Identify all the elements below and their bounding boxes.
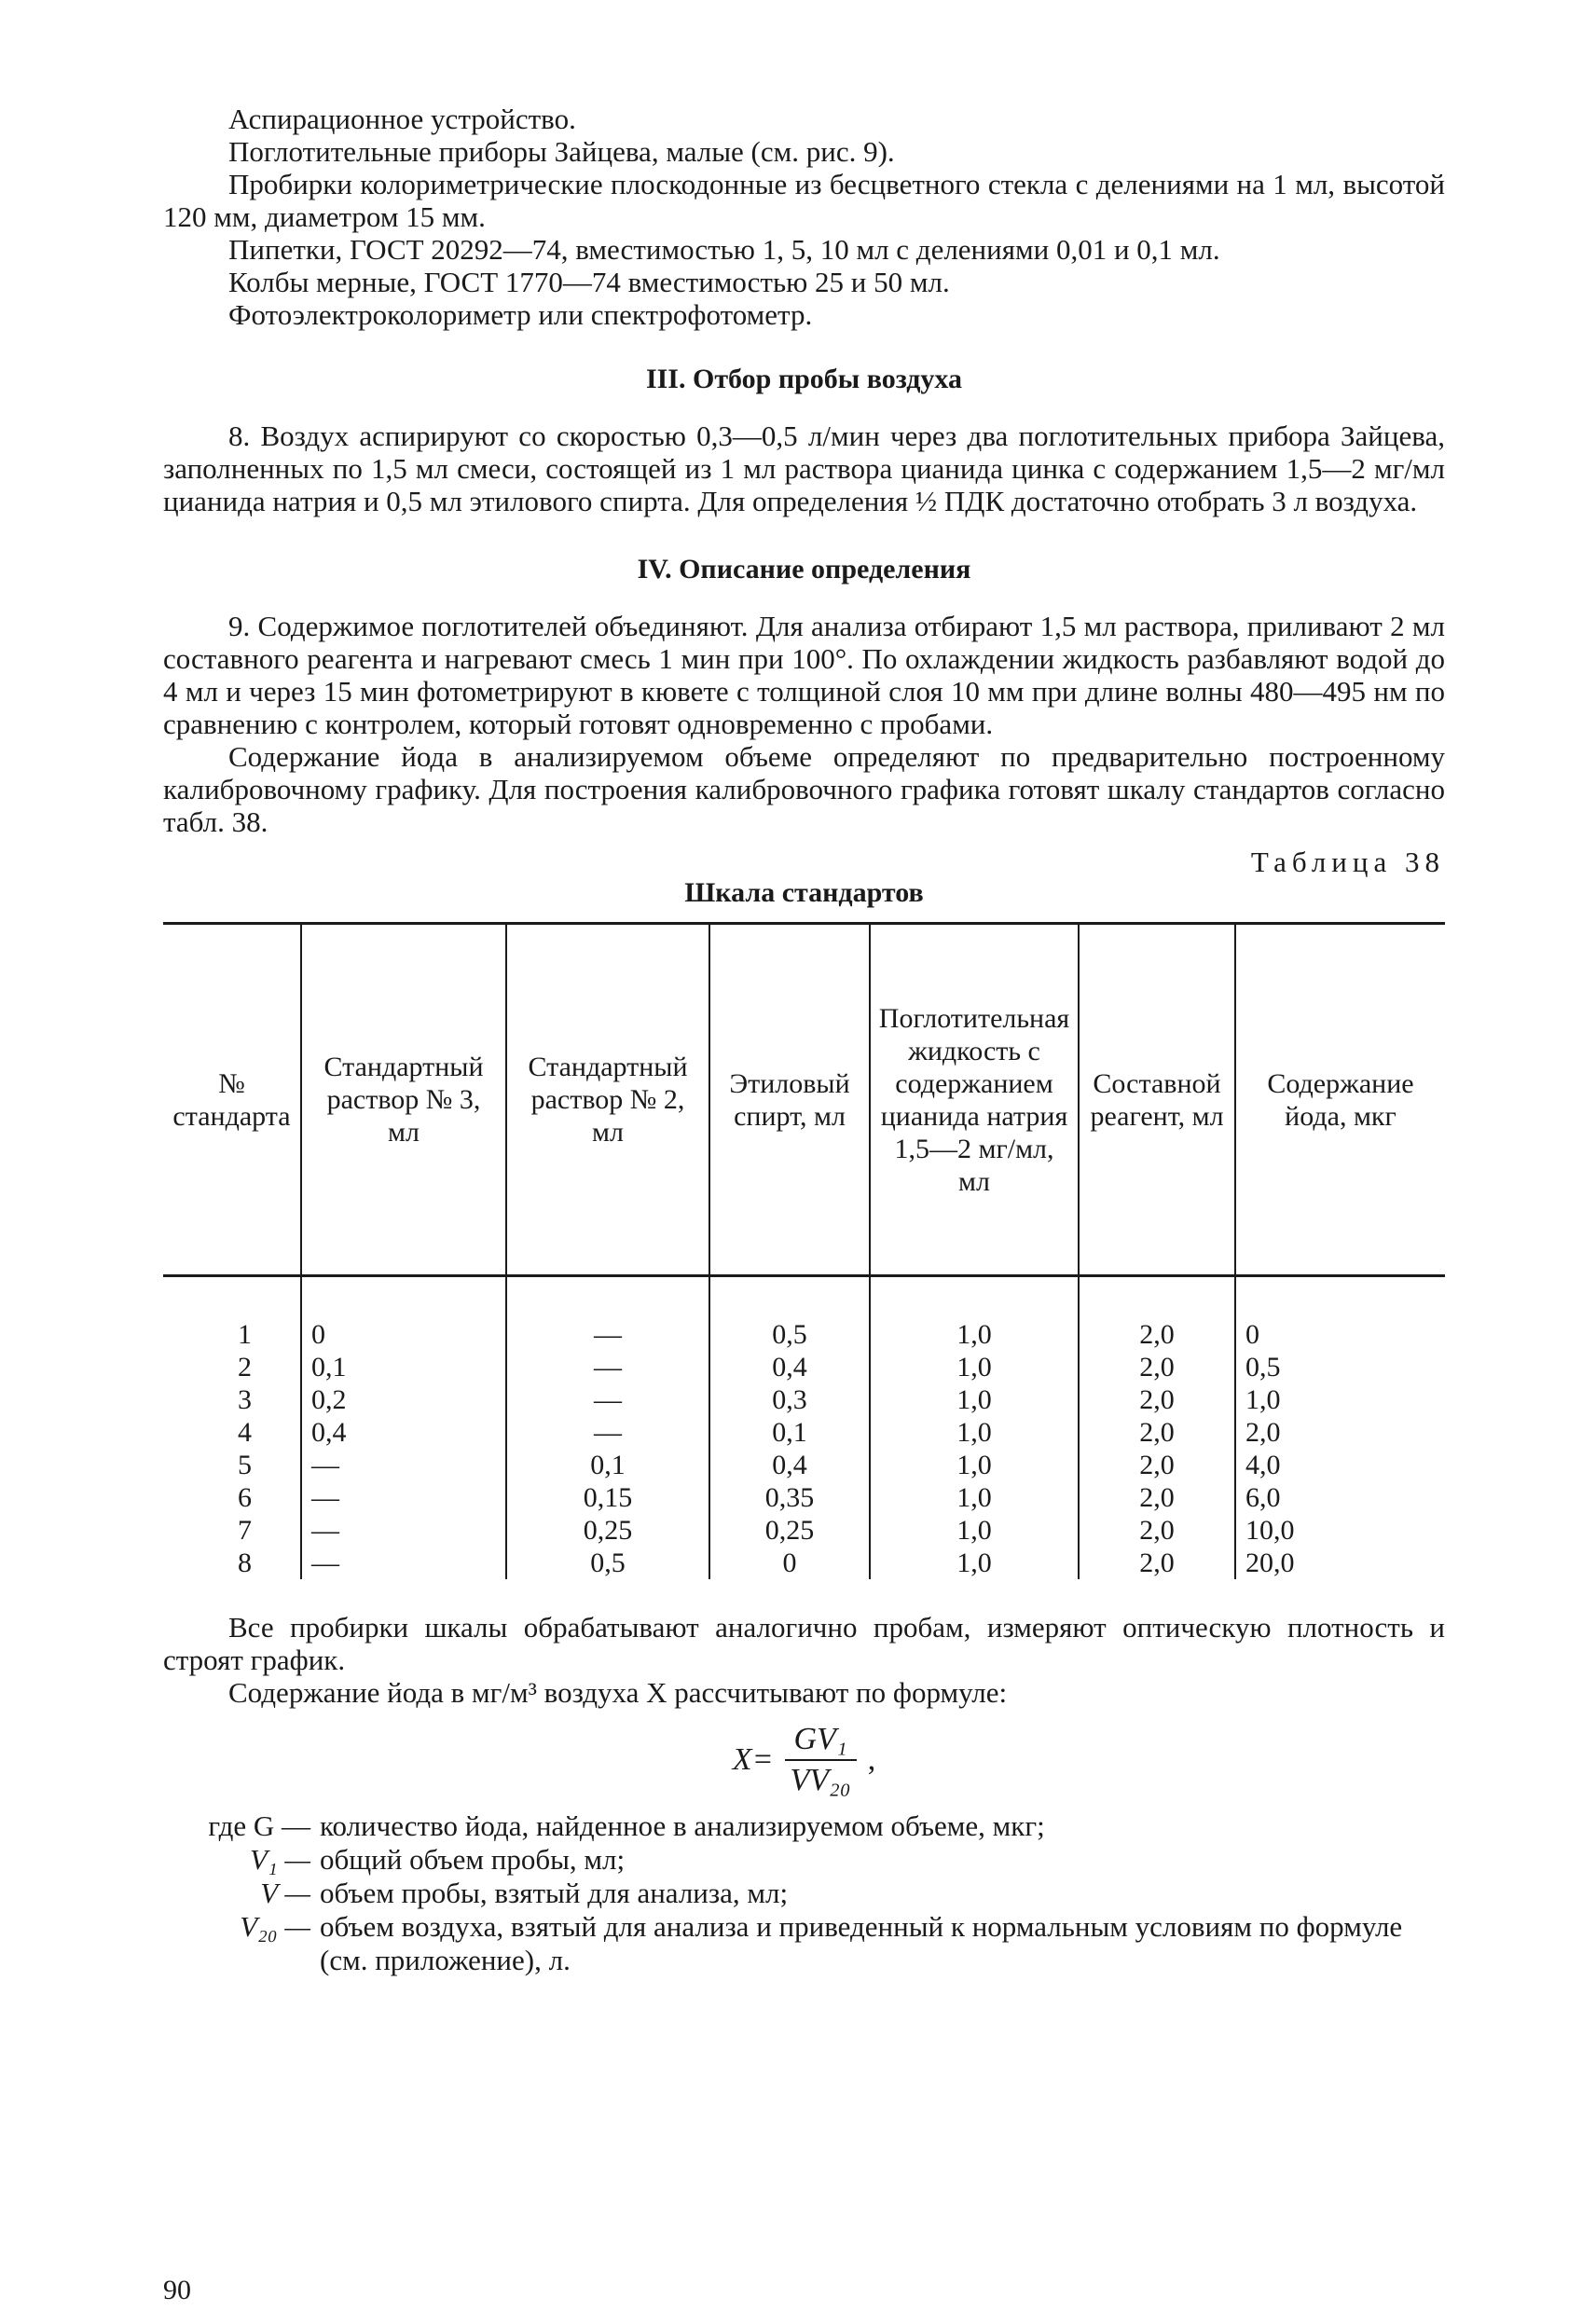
table-cell: 2,0 (1079, 1383, 1235, 1416)
table-cell: 1 (238, 1319, 252, 1350)
table-row (163, 1276, 1445, 1352)
table-header-cell: Составной реагент, мл (1079, 924, 1235, 1276)
table-row (163, 1383, 1445, 1416)
page-number: 90 (163, 2275, 191, 2305)
equipment-list (163, 103, 1445, 331)
definition-row (163, 1910, 1445, 1977)
table-cell: 2,0 (1079, 1547, 1235, 1579)
formula-numerator: GV₁ (785, 1722, 857, 1761)
table-header-row (163, 924, 1445, 1276)
table-row (163, 1449, 1445, 1481)
equipment-item: Поглотительные приборы Зайцева, малые (см. рис. 9). (228, 135, 895, 168)
table-header-cell: Стандартный раствор № 3, мл (301, 924, 506, 1276)
equipment-item: Пробирки колориметрические плоскодонные из бесцветного стекла с делениями на 1 мл, высотой 120 мм, диаметром 15 мм. (163, 168, 1445, 233)
table-cell: 0,3 (709, 1383, 870, 1416)
formula-lhs: X= (732, 1742, 774, 1777)
table-cell: 0,4 (709, 1449, 870, 1481)
definition-text: объем воздуха, взятый для анализа и приведенный к нормальным условиям по формуле (см. приложение), л. (320, 1910, 1403, 1976)
section-3-paragraph: 8. Воздух аспирируют со скоростью 0,3—0,5 л/мин через два поглотительных прибора Зайцева, заполненных по 1,5 мл смеси, состоящей из 1 мл раствора цианида цинка с содержанием 1,5—2 мг/мл цианида натрия и 0,5 мл этилового спирта. Для определения ½ ПДК достаточно отобрать 3 л воздуха. (163, 420, 1445, 517)
table-cell: 0,1 (709, 1416, 870, 1449)
table-cell: 0,5 (506, 1547, 709, 1579)
table-cell: 4,0 (1235, 1449, 1445, 1481)
table-cell: 0 (1235, 1276, 1445, 1352)
table-cell: 10,0 (1235, 1514, 1445, 1547)
table-cell: 1,0 (870, 1481, 1079, 1514)
table-cell: — (506, 1276, 709, 1352)
table-row (163, 1351, 1445, 1383)
definition-symbol: V₂₀ — (240, 1910, 310, 1943)
table-cell: 8 (238, 1548, 252, 1578)
section-4-paragraph: 9. Содержимое поглотителей объединяют. Для анализа отбирают 1,5 мл раствора, приливают 2 мл составного реагента и нагревают смесь 1 мин при 100°. По охлаждении жидкость разбавляют водой до 4 мл и через 15 мин фотометрируют в кювете с толщиной слоя 10 мм при длине волны 480—495 нм по сравнению с контролем, который готовят одновременно с пробами. (163, 610, 1445, 740)
table-cell: 0,25 (506, 1514, 709, 1547)
table-cell: 0,1 (506, 1449, 709, 1481)
equipment-item: Фотоэлектроколориметр или спектрофотометр. (228, 298, 813, 331)
table-cell: 0,5 (1235, 1351, 1445, 1383)
formula-fraction (781, 1722, 860, 1798)
table-cell: — (301, 1449, 506, 1481)
standards-table (163, 922, 1445, 1579)
table-cell: 1,0 (870, 1351, 1079, 1383)
table-cell: 1,0 (870, 1514, 1079, 1547)
table-cell: 7 (238, 1515, 252, 1546)
table-cell: 0,1 (301, 1351, 506, 1383)
after-table-paragraph: Все пробирки шкалы обрабатывают аналогично пробам, измеряют оптическую плотность и строят график. (163, 1611, 1445, 1676)
table-cell: 0,25 (709, 1514, 870, 1547)
table-row (163, 1481, 1445, 1514)
table-cell: 2,0 (1079, 1514, 1235, 1547)
section-4-title: IV. Описание определения (637, 554, 971, 585)
table-cell: 0 (709, 1547, 870, 1579)
definition-text: объем пробы, взятый для анализа, мл; (320, 1877, 789, 1909)
table-cell: 0,5 (709, 1276, 870, 1352)
equipment-item: Аспирационное устройство. (228, 103, 576, 135)
table-row (163, 1416, 1445, 1449)
table-cell: — (506, 1416, 709, 1449)
table-cell: 20,0 (1235, 1547, 1445, 1579)
equipment-item: Пипетки, ГОСТ 20292—74, вместимостью 1, 5, 10 мл с делениями 0,01 и 0,1 мл. (228, 233, 1220, 266)
section-4-paragraph: Содержание йода в анализируемом объеме определяют по предварительно построенному калибровочному графику. Для построения калибровочного графика готовят шкалу стандартов согласно табл. 38. (163, 740, 1445, 838)
table-cell: 1,0 (870, 1449, 1079, 1481)
table-cell: 1,0 (870, 1416, 1079, 1449)
table-cell: 5 (238, 1450, 252, 1480)
formula-denominator: VV₂₀ (790, 1763, 851, 1797)
table-cell: 4 (238, 1417, 252, 1448)
table-cell: 1,0 (870, 1276, 1079, 1352)
definition-symbol: где G — (208, 1809, 310, 1842)
formula-trail: , (867, 1742, 876, 1777)
table-cell: 3 (238, 1384, 252, 1415)
equipment-item: Колбы мерные, ГОСТ 1770—74 вместимостью 25 и 50 мл. (228, 266, 950, 298)
table-cell: 2,0 (1079, 1449, 1235, 1481)
definition-symbol: V — (260, 1877, 310, 1909)
formula-definitions (163, 1809, 1445, 1977)
table-cell: — (301, 1547, 506, 1579)
table-cell: — (301, 1481, 506, 1514)
table-cell: 1,0 (870, 1383, 1079, 1416)
iodine-formula (163, 1722, 1445, 1798)
table-cell: 0,4 (301, 1416, 506, 1449)
table-label: Таблица 38 (1250, 846, 1445, 878)
table-cell: 6,0 (1235, 1481, 1445, 1514)
table-cell: 0,2 (301, 1383, 506, 1416)
table-cell: 0,15 (506, 1481, 709, 1514)
table-cell: — (506, 1383, 709, 1416)
table-header-cell: Поглотительная жидкость с содержанием цианида натрия 1,5—2 мг/мл, мл (870, 924, 1079, 1276)
table-cell: — (301, 1514, 506, 1547)
definition-text: общий объем пробы, мл; (320, 1843, 626, 1876)
definition-row (163, 1843, 1445, 1877)
table-cell: — (506, 1351, 709, 1383)
table-header-cell: № стандарта (163, 924, 301, 1276)
table-cell: 2,0 (1079, 1481, 1235, 1514)
table-cell: 2,0 (1235, 1416, 1445, 1449)
table-cell: 2,0 (1079, 1351, 1235, 1383)
definition-symbol: V₁ — (249, 1843, 310, 1876)
table-cell: 1,0 (870, 1547, 1079, 1579)
definition-row (163, 1809, 1445, 1843)
table-header-cell: Стандартный раствор № 2, мл (506, 924, 709, 1276)
table-header-cell: Этиловый спирт, мл (709, 924, 870, 1276)
section-3-title: III. Отбор пробы воздуха (645, 364, 963, 394)
table-cell: 0,4 (709, 1351, 870, 1383)
table-title: Шкала стандартов (684, 877, 924, 908)
table-row (163, 1547, 1445, 1579)
table-cell: 2,0 (1079, 1276, 1235, 1352)
table-cell: 2,0 (1079, 1416, 1235, 1449)
definition-row (163, 1877, 1445, 1910)
table-cell: 0,35 (709, 1481, 870, 1514)
table-cell: 2 (238, 1352, 252, 1382)
table-cell: 6 (238, 1482, 252, 1513)
table-cell: 0 (301, 1276, 506, 1352)
document-page (163, 103, 1445, 1977)
table-header-cell: Содержание йода, мкг (1235, 924, 1445, 1276)
definition-text: количество йода, найденное в анализируемом объеме, мкг; (320, 1809, 1045, 1842)
table-cell: 1,0 (1235, 1383, 1445, 1416)
table-row (163, 1514, 1445, 1547)
after-table-paragraph: Содержание йода в мг/м³ воздуха X рассчитывают по формуле: (228, 1676, 1008, 1709)
